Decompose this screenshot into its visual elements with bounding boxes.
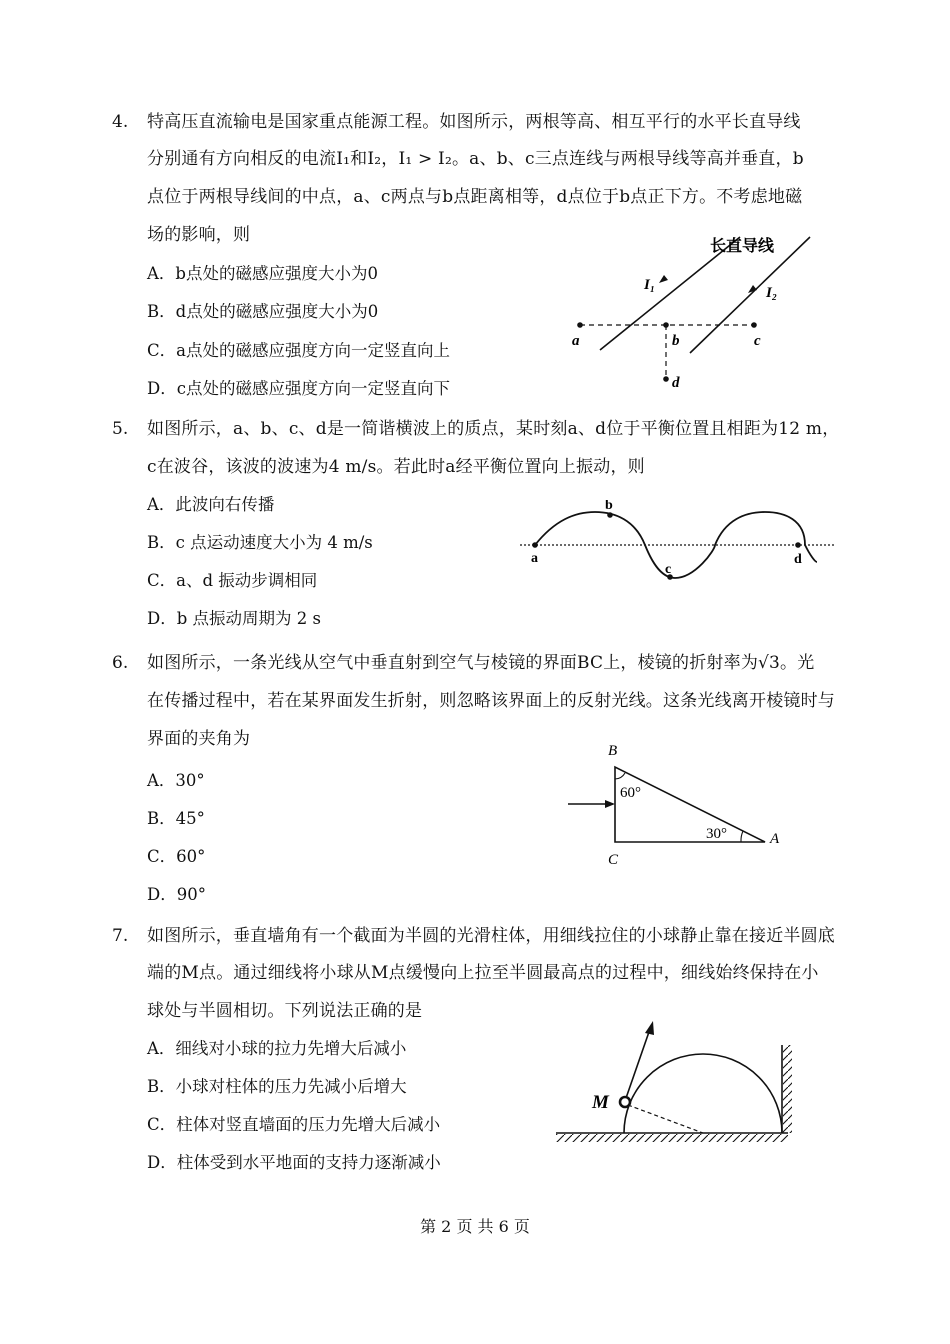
question-6-option-c: C．60°: [147, 847, 206, 866]
question-6-line-2: 在传播过程中，若在某界面发生折射，则忽略该界面上的反射光线。这条光线离开棱镜时与: [147, 691, 835, 711]
question-7-line-3: 球处与半圆相切。下列说法正确的是: [147, 1001, 423, 1021]
question-6-option-d: D．90°: [147, 885, 206, 904]
point-a-label: a: [572, 333, 580, 349]
question-4-number: 4.: [112, 112, 129, 132]
current-2-label: I₂: [766, 285, 778, 301]
wave-point-a-label: a: [531, 551, 538, 566]
wire-title-label: 长直导线: [710, 238, 775, 255]
question-5-number: 5.: [112, 419, 129, 439]
point-m-label: M: [592, 1092, 609, 1113]
vertex-c-label: C: [608, 852, 619, 868]
question-7-option-d: D．柱体受到水平地面的支持力逐渐减小: [147, 1153, 441, 1172]
question-4-figure-wires: [560, 225, 820, 395]
wave-point-c-label: c: [665, 562, 672, 577]
question-4-option-c: C．a点处的磁感应强度方向一定竖直向上: [147, 341, 450, 360]
question-6-figure-prism: [560, 735, 790, 870]
point-c-label: c: [754, 333, 761, 349]
question-5-option-b: B．c 点运动速度大小为 4 m/s: [147, 533, 373, 552]
question-7-option-a: A．细线对小球的拉力先增大后减小: [147, 1039, 407, 1058]
question-7-line-2: 端的M点。通过细线将小球从M点缓慢向上拉至半圆最高点的过程中，细线始终保持在小: [147, 963, 819, 983]
point-b-label: b: [672, 333, 680, 349]
question-5-option-a: A．此波向右传播: [147, 495, 275, 514]
question-7-line-1: 如图所示，垂直墙角有一个截面为半圆的光滑柱体，用细线拉住的小球静止靠在接近半圆底: [147, 926, 835, 946]
question-5-line-2: c在波谷，该波的波速为4 m/s。若此时a经平衡位置向上振动，则: [147, 457, 645, 477]
question-6-option-a: A．30°: [147, 771, 205, 790]
point-d-label: d: [672, 375, 680, 391]
question-6-line-1: 如图所示，一条光线从空气中垂直射到空气与棱镜的界面BC上，棱镜的折射率为√3。光: [147, 653, 815, 673]
question-4-line-4: 场的影响，则: [147, 225, 251, 245]
vertex-a-label: A: [770, 831, 780, 847]
question-5-option-c: C．a、d 振动步调相同: [147, 571, 318, 590]
question-6-option-b: B．45°: [147, 809, 205, 828]
question-5-line-1: 如图所示，a、b、c、d是一简谐横波上的质点，某时刻a、d位于平衡位置且相距为12 m，: [147, 419, 840, 439]
current-1-label: I₁: [644, 277, 656, 293]
question-7-figure-cylinder: [548, 1015, 798, 1150]
question-4-option-b: B．d点处的磁感应强度大小为0: [147, 302, 379, 321]
question-4-line-2: 分别通有方向相反的电流I₁和I₂，I₁ > I₂。a、b、c三点连线与两根导线等高并垂直，b: [147, 149, 804, 169]
question-4-option-a: A．b点处的磁感应强度大小为0: [147, 264, 378, 283]
question-7-number: 7.: [112, 926, 129, 946]
angle-b-label: 60°: [620, 785, 641, 801]
question-4-line-3: 点位于两根导线间的中点，a、c两点与b点距离相等，d点位于b点正下方。不考虑地磁: [147, 187, 803, 207]
question-5-option-d: D．b 点振动周期为 2 s: [147, 609, 321, 628]
question-4-line-1: 特高压直流输电是国家重点能源工程。如图所示，两根等高、相互平行的水平长直导线: [147, 112, 801, 132]
question-6-number: 6.: [112, 653, 129, 673]
question-7-option-b: B．小球对柱体的压力先减小后增大: [147, 1077, 407, 1096]
question-7-option-c: C．柱体对竖直墙面的压力先增大后减小: [147, 1115, 441, 1134]
question-4-option-d: D．c点处的磁感应强度方向一定竖直向下: [147, 379, 450, 398]
vertex-b-label: B: [608, 743, 618, 759]
angle-a-label: 30°: [706, 826, 727, 842]
page-footer: 第 2 页 共 6 页: [420, 1217, 530, 1236]
wave-point-b-label: b: [605, 500, 613, 513]
question-6-line-3: 界面的夹角为: [147, 729, 251, 749]
question-5-figure-wave: [515, 500, 840, 590]
wave-point-d-label: d: [794, 552, 802, 567]
